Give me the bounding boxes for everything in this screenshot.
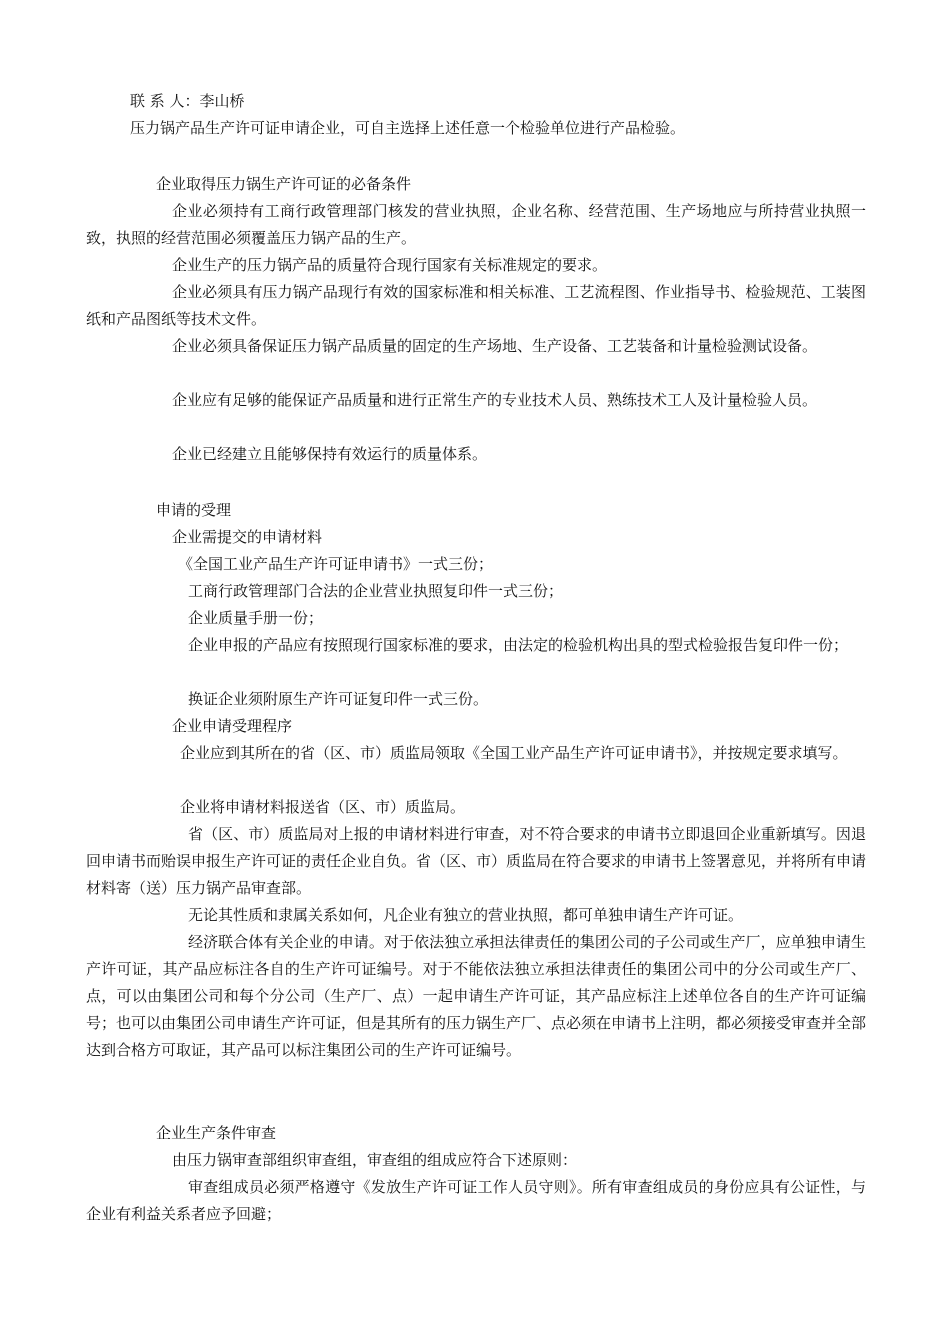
material-item: 《全国工业产品生产许可证申请书》一式三份； bbox=[178, 555, 494, 573]
intro-paragraph: 压力锅产品生产许可证申请企业，可自主选择上述任意一个检验单位进行产品检验。 bbox=[130, 119, 686, 137]
material-item: 换证企业须附原生产许可证复印件一式三份。 bbox=[188, 690, 489, 708]
procedure-item: 省（区、市）质监局对上报的申请材料进行审查，对不符合要求的申请书立即退回企业重新填写。因退回申请书而贻误申报生产许可证的责任企业自负。省（区、市）质监局在符合要求的申请书上签署意见，并将所有申请材料寄（送）压力锅产品审查部。 bbox=[86, 825, 867, 897]
subsection-title-materials: 企业需提交的申请材料 bbox=[172, 528, 323, 546]
section-title-inspection: 企业生产条件审查 bbox=[156, 1124, 277, 1142]
section-title-requirements: 企业取得压力锅生产许可证的必备条件 bbox=[156, 175, 412, 193]
material-item: 企业质量手册一份； bbox=[188, 609, 324, 627]
material-item: 工商行政管理部门合法的企业营业执照复印件一式三份； bbox=[188, 582, 564, 600]
requirement-item: 企业必须具有压力锅产品现行有效的国家标准和相关标准、工艺流程图、作业指导书、检验规范、工装图纸和产品图纸等技术文件。 bbox=[86, 283, 866, 328]
requirement-item: 企业已经建立且能够保持有效运行的质量体系。 bbox=[172, 445, 488, 463]
procedure-item: 无论其性质和隶属关系如何，凡企业有独立的营业执照，都可单独申请生产许可证。 bbox=[188, 906, 744, 924]
subsection-inspection-team: 由压力锅审查部组织审查组，审查组的组成应符合下述原则： bbox=[172, 1151, 578, 1169]
material-item: 企业申报的产品应有按照现行国家标准的要求，由法定的检验机构出具的型式检验报告复印件一份； bbox=[188, 636, 849, 654]
procedure-item: 经济联合体有关企业的申请。对于依法独立承担法律责任的集团公司的子公司或生产厂，应单独申请生产许可证，其产品应标注各自的生产许可证编号。对于不能依法独立承担法律责任的集团公司中的分公司或生产厂、点，可以由集团公司和每个分公司（生产厂、点）一起申请生产许可证，其产品应标注上述单位各自的生产许可证编号；也可以由集团公司申请生产许可证，但是其所有的压力锅生产厂、点必须在申请书上注明，都必须接受审查并全部达到合格方可取证，其产品可以标注集团公司的生产许可证编号。 bbox=[86, 933, 867, 1059]
subsection-title-procedure: 企业申请受理程序 bbox=[172, 717, 293, 735]
requirement-item: 企业应有足够的能保证产品质量和进行正常生产的专业技术人员、熟练技术工人及计量检验人员。 bbox=[172, 391, 818, 409]
contact-line: 联 系 人：李山桥 bbox=[130, 92, 245, 110]
requirement-item: 企业必须具备保证压力锅产品质量的固定的生产场地、生产设备、工艺装备和计量检验测试设备。 bbox=[172, 337, 818, 355]
requirement-item: 企业生产的压力锅产品的质量符合现行国家有关标准规定的要求。 bbox=[172, 256, 608, 274]
requirement-item: 企业必须持有工商行政管理部门核发的营业执照，企业名称、经营范围、生产场地应与所持营业执照一致，执照的经营范围必须覆盖压力锅产品的生产。 bbox=[86, 202, 866, 247]
procedure-item: 企业将申请材料报送省（区、市）质监局。 bbox=[180, 798, 466, 816]
procedure-item: 企业应到其所在的省（区、市）质监局领取《全国工业产品生产许可证申请书》，并按规定要求填写。 bbox=[180, 744, 848, 762]
section-title-application: 申请的受理 bbox=[156, 501, 232, 519]
inspection-item: 审查组成员必须严格遵守《发放生产许可证工作人员守则》。所有审查组成员的身份应具有公证性，与企业有利益关系者应予回避； bbox=[86, 1178, 866, 1223]
